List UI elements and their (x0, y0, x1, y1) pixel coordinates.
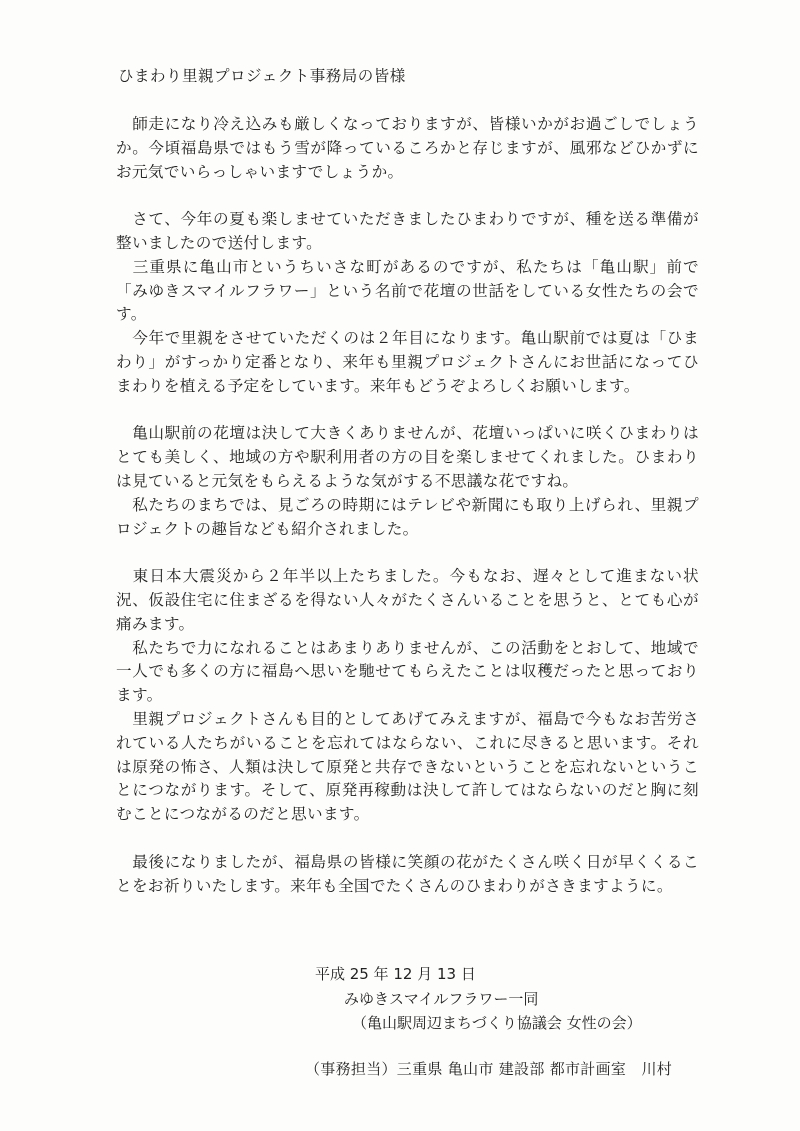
paragraph-second-year: 今年で里親をさせていただくのは２年目になります。亀山駅前では夏は「ひまわり」がすっかり定番となり、来年も里親プロジェクトさんにお世話になってひまわりを植える予定をしています。来年もどうぞよろしくお願いします。 (116, 329, 699, 395)
paragraph-group-intro: 三重県に亀山市というちいさな町があるのですが、私たちは「亀山駅」前で「みゆきスマイルフラワー」という名前で花壇の世話をしている女性たちの会です。 (116, 257, 699, 324)
paragraph-earthquake: 東日本大震災から２年半以上たちました。今もなお、遅々として進まない状況、仮設住宅に住まざるを得ない人々がたくさんいることを思うと、とても心が痛みます。 (116, 567, 699, 633)
contact-line: （事務担当）三重県 亀山市 建設部 都市計画室 川村 (305, 1060, 673, 1078)
letter-body (116, 113, 699, 898)
paragraph-seed-shipment: さて、今年の夏も楽しませていただきましたひまわりですが、種を送る準備が整いましたので送付します。 (116, 210, 699, 252)
paragraph-nuclear: 里親プロジェクトさんも目的としてあげてみえますが、福島で今もなお苦労されている人たちがいることを忘れてはならない、これに尽きると思います。それは原発の怖さ、人類は決して原発と共存できないということを忘れないということにつながります。そして、原発再稼動は決して許してはならないのだと胸に刻むことにつながるのだと思います。 (116, 709, 699, 824)
paragraph-greeting: 師走になり冷え込みも厳しくなっておりますが、皆様いかがお過ごしでしょうか。今頃福島県ではもう雪が降っているころかと存じますが、風邪などひかずにお元気でいらっしゃいますでしょうか。 (116, 115, 699, 181)
signature-block (300, 962, 700, 1036)
paragraph-gap (116, 827, 699, 851)
paragraph-gap (116, 399, 699, 423)
paragraph-gap (116, 541, 699, 565)
signature-date: 平成 25 年 12 月 13 日 (315, 965, 476, 983)
paragraph-closing: 最後になりましたが、福島県の皆様に笑顔の花がたくさん咲く日が早くくることをお祈りいたします。来年も全国でたくさんのひまわりがさきますように。 (116, 852, 699, 895)
paragraph-gap (116, 184, 699, 208)
paragraph-activity: 私たちで力になれることはあまりありませんが、この活動をとおして、地域で一人でも多くの方に福島へ思いを馳せてもらえたことは収穫だったと思っております。 (116, 638, 699, 705)
signature-organization: （亀山駅周辺まちづくり協議会 女性の会） (352, 1014, 642, 1032)
paragraph-media: 私たちのまちでは、見ごろの時期にはテレビや新聞にも取り上げられ、里親プロジェクトの趣旨なども紹介されました。 (116, 495, 699, 538)
paragraph-flowerbed: 亀山駅前の花壇は決して大きくありませんが、花壇いっぱいに咲くひまわりはとても美しく、地域の方や駅利用者の方の目を楽しませてくれました。ひまわりは見ていると元気をもらえるような気がする不思議な花ですね。 (116, 424, 699, 490)
signature-group: みゆきスマイルフラワー一同 (344, 989, 539, 1008)
addressee-line: ひまわり里親プロジェクト事務局の皆様 (118, 67, 406, 85)
